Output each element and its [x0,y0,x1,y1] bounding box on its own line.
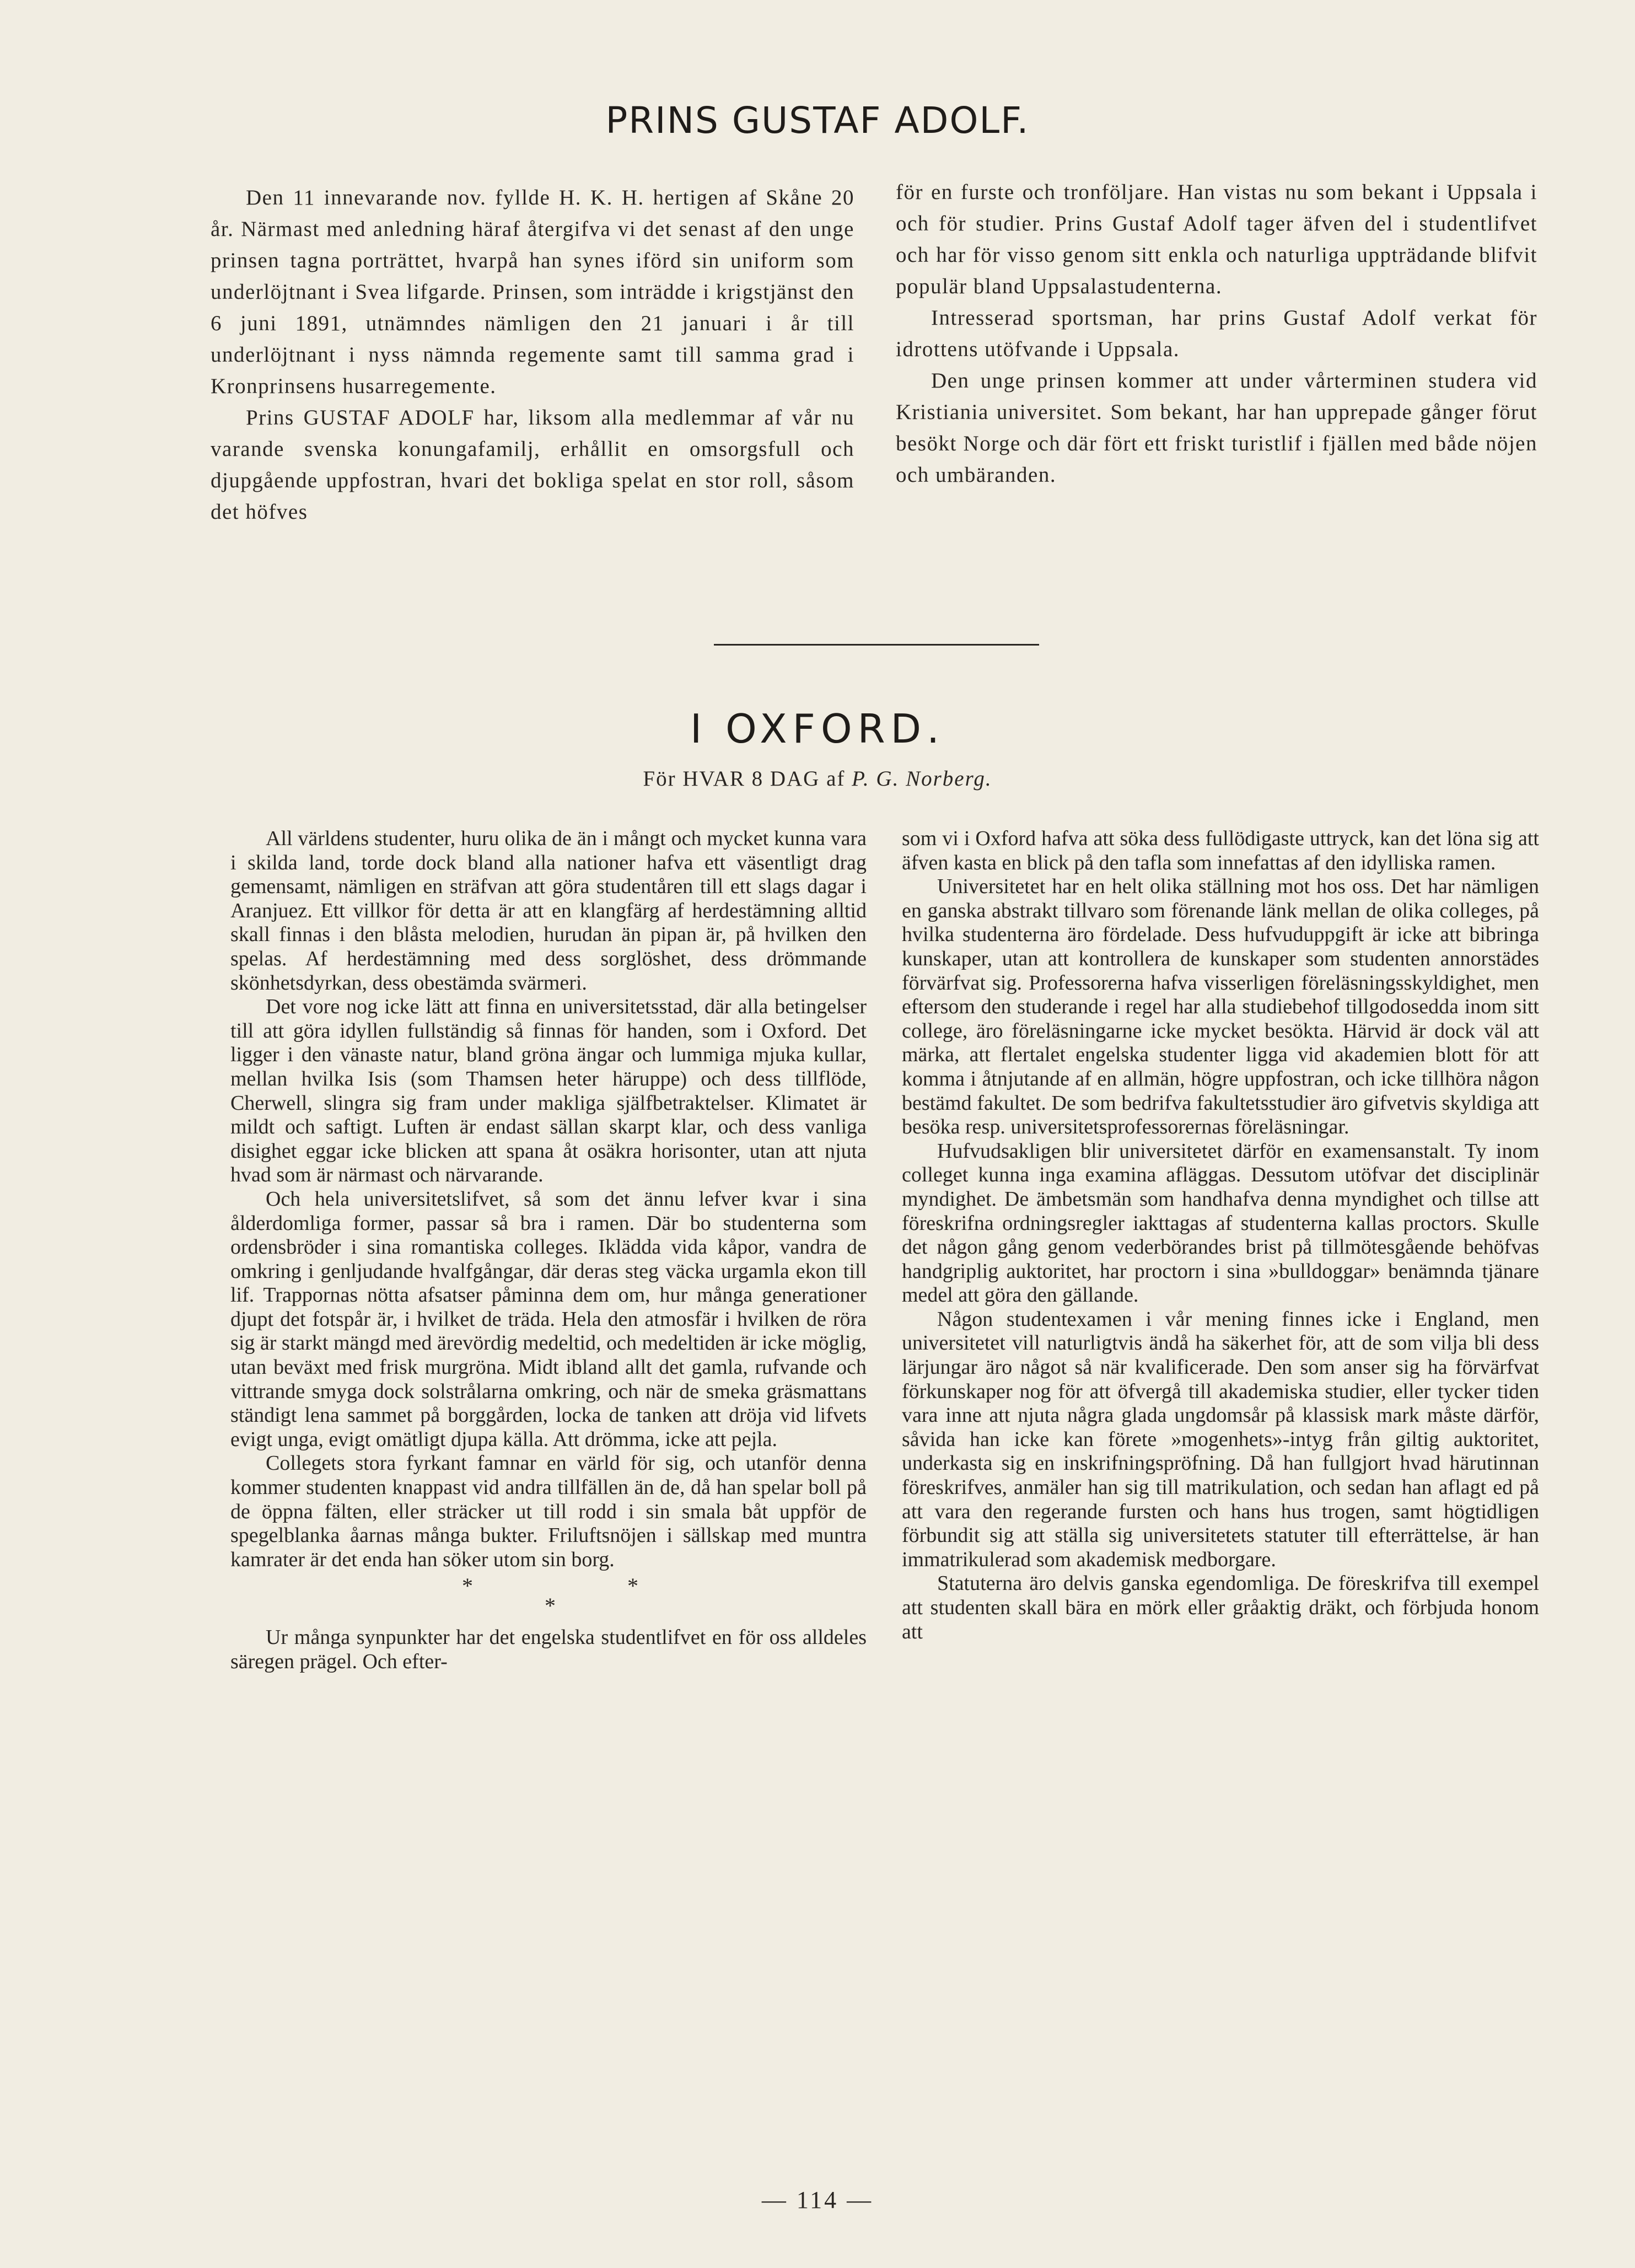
divider-star: * [627,1573,638,1599]
prince-article-left-column [211,182,854,528]
asterism-divider [230,1574,867,1622]
article-paragraph: Ur många synpunkter har det engelska studentlifvet en för oss alldeles säregen prägel. Och efter- [230,1626,867,1673]
article-paragraph: All världens studenter, huru olika de än i mångt och mycket kunna vara i skilda land, torde dock bland alla nationer hafva ett väsentligt drag gemensamt, nämligen en sträfvan att göra studentåren till ett slags dagar i Aranjuez. Ett villkor för detta är att en klangfärg af herdestämning alltid skall finnas i den blåsta melodien, hurudan än pipan är, på hvilken den spelas. Af herdestämning med dess sorglöshet, dess drömmande skönhetsdyrkan, dess obestämda svärmeri. [230,827,867,995]
byline-prefix: För HVAR 8 DAG af [643,767,846,791]
section-divider-rule [714,644,1039,646]
article-paragraph: Intresserad sportsman, har prins Gustaf Adolf verkat för idrottens utöfvande i Uppsala. [896,306,1537,361]
article-paragraph: Collegets stora fyrkant famnar en värld för sig, och utanför denna kommer studenten knappast vid andra tillfällen än de, då han spelar boll på de öppna fälten, eller sträcker ut till rodd i sin smala båt uppför de spegelblanka åarnas många bukter. Friluftsnöjen i sällskap med muntra kamrater är det enda han söker utom sin borg. [230,1452,867,1571]
oxford-article-left-column [230,827,867,1674]
article-paragraph: för en furste och tronföljare. Han vistas nu som bekant i Uppsala i och för studier. Prins Gustaf Adolf tager äfven del i studentlifvet och har för visso genom sitt enkla och naturliga uppträdande blifvit populär bland Uppsalastudenterna. [896,180,1537,298]
article-byline [0,766,1635,791]
byline-author: P. G. Norberg. [852,767,992,791]
prince-article-right-column [896,176,1537,491]
article-paragraph: Hufvudsakligen blir universitetet därför en examensanstalt. Ty inom colleget kunna inga examina afläggas. Dessutom utöfvar det disciplinär myndighet. De ämbetsmän som handhafva denna myndighet och tillse att föreskrifna ordningsregler iakttagas af studenterna kallas proctors. Skulle det någon gång genom vederbörandes brist på tillmötesgående behöfvas handgriplig auktoritet, har proctorn i sina »bulldoggar» benämnda tjänare medel att göra den gällande. [902,1139,1539,1307]
article-paragraph: Prins GUSTAF ADOLF har, liksom alla medlemmar af vår nu varande svenska konungafamilj, erhållit en omsorgsfull och djupgående uppfostran, hvari det bokliga spelat en stor roll, såsom det höfves [211,406,854,524]
article-paragraph: Statuterna äro delvis ganska egendomliga. De föreskrifva till exempel att studenten skall bära en mörk eller gråaktig dräkt, och förbjuda honom att [902,1572,1539,1643]
article-paragraph: Universitetet har en helt olika ställning mot hos oss. Det har nämligen en ganska abstrakt tillvaro som förenande länk mellan de olika colleges, på hvilka studenterna äro fördelade. Dess hufvuduppgift är icke att bibringa kunskaper, utan att kontrollera de kunskaper som studenten annorstädes förvärfvat sig. Professorerna hafva visserligen föreläsningsskyldighet, men eftersom den studerande i regel har alla studiebehof tillgodosedda inom sitt college, äro föreläsningarne icke mycket besökta. Härvid är dock väl att märka, att flertalet engelska studenter ligga vid akademien blott för att komma i åtnjutande af en allmän, högre uppfostran, och icke tillhöra någon bestämd fakultet. De som bedrifva fakultetsstudier äro gifvetvis skyldiga att besöka resp. universitetsprofessorernas föreläsningar. [902,875,1539,1139]
article-paragraph: Det vore nog icke lätt att finna en universitetsstad, där alla betingelser till att göra idyllen fullständig så finnas för handen, som i Oxford. Det ligger i den vänaste natur, bland gröna ängar och lummiga mjuka kullar, mellan hvilka Isis (som Thamsen heter häruppe) och dess tillflöde, Cherwell, slingra sig fram under makliga själfbetraktelser. Klimatet är mildt och saftigt. Luften är endast sällan skarpt klar, och dess vanliga disighet eggar icke blicken att spana åt osäkra horisonter, utan att njuta hvad som är närmast och närvarande. [230,995,867,1187]
page-title: PRINS GUSTAF ADOLF. [605,99,1030,142]
article-paragraph: Den 11 innevarande nov. fyllde H. K. H. hertigen af Skåne 20 år. Närmast med anledning häraf återgifva vi det senast af den unge prinsen tagna porträttet, hvarpå han synes iförd sin uniform som underlöjtnant i Svea lifgarde. Prinsen, som inträdde i krigstjänst den 6 juni 1891, utnämndes nämligen den 21 januari i år till underlöjtnant i nyss nämnda regemente samt till samma grad i Kronprinsens husarregemente. [211,186,854,398]
divider-star: * [462,1573,473,1599]
divider-star: * [545,1593,556,1619]
article-paragraph: Och hela universitetslifvet, så som det ännu lefver kvar i sina ålderdomliga former, passar så bra i ramen. Där bo studenterna som ordensbröder i sina romantiska colleges. Ikläddа vida kåpor, vandra de omkring i genljudande hvalfgångar, där deras steg väcka urgamla ekon till lif. Trappornas nötta afsatser påminna dem om, hur många generationer djupt det fotspår är, i hvilket de träda. Hela den atmosfär i hvilken de röra sig är starkt mängd med ärevördig medeltid, och medeltiden är icke möglig, utan beväxt med frisk murgröna. Midt ibland allt det gamla, rufvande och vittrande smyga dock solstrålarna omkring, och när de smeka gräsmattans ständigt lena sammet på borggården, locka de tanken att dröja vid lifvets evigt unga, evigt omätligt djupa källa. Att drömma, icke att pejla. [230,1187,867,1451]
article-paragraph: Någon studentexamen i vår mening finnes icke i England, men universitetet vill naturligtvis ändå ha säkerhet för, att de som vilja bli dess lärjungar äro något så när kvalificerade. Den som anser sig ha förvärfvat förkunskaper nog för att öfvergå till akademiska studier, eller tycker tiden vara inne att njuta några glada ungdomsår på klassisk mark måste därför, såvida han icke kan förete »mogenhets»-intyg från giltig auktoritet, underkasta sig en inskrifningspröfning. Då han fullgjort hvad härutinnan föreskrifves, anmäler han sig till matrikulation, och sedan han aflagt ed på att vara den regerande fursten och hans hus trogen, samt högtidligen förbundit sig att ställa sig universitetets statuter till efterrättelse, är han immatrikulerad som akademisk medborgare. [902,1307,1539,1571]
page-number: — 114 — [761,2186,874,2213]
oxford-article-right-column [902,827,1539,1644]
article-title: I OXFORD. [690,706,945,752]
article-paragraph: som vi i Oxford hafva att söka dess fullödigaste uttryck, kan det löna sig att äfven kasta en blick på den tafla som innefattas af den idylliska ramen. [902,827,1539,874]
article-paragraph: Den unge prinsen kommer att under vårterminen studera vid Kristiania universitet. Som bekant, har han upprepade gånger förut besökt Norge och där fört ett friskt turistlif i fjällen med både nöjen och umbäranden. [896,369,1537,487]
